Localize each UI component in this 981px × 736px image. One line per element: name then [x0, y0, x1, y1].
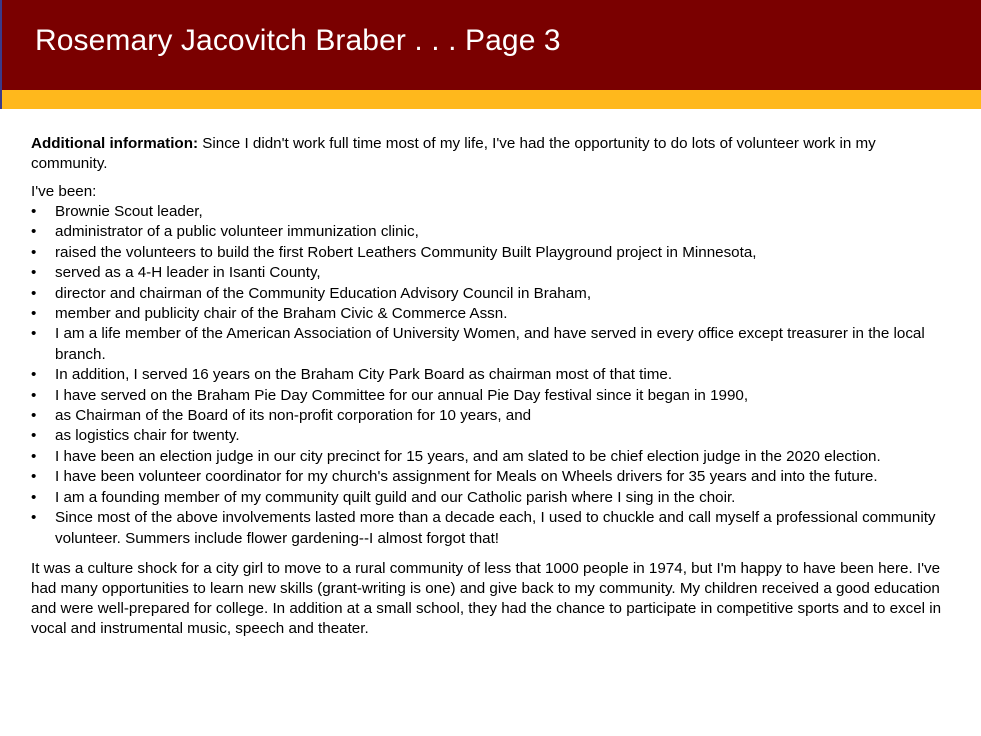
bullet-icon: • — [31, 243, 37, 261]
list-item-text: member and publicity chair of the Braham Civic & Commerce Assn. — [55, 305, 508, 323]
list-item-text: as logistics chair for twenty. — [55, 427, 240, 445]
list-item — [31, 263, 949, 283]
list-item-text: Brownie Scout leader, — [55, 203, 203, 220]
bullet-icon: • — [31, 284, 37, 302]
bullet-icon: • — [31, 264, 37, 282]
list-item — [31, 406, 949, 426]
list-item — [31, 386, 949, 406]
bullet-icon: • — [31, 325, 37, 343]
bullet-icon: • — [31, 509, 37, 527]
list-item — [31, 447, 949, 467]
list-item-text: as Chairman of the Board of its non-profit corporation for 10 years, and — [55, 407, 532, 425]
volunteer-list — [31, 202, 949, 549]
list-item — [31, 284, 949, 304]
closing-paragraph: It was a culture shock for a city girl to move to a rural community of less that 1000 people in 1974, but I'm happy to have been here. I've had many opportunities to learn new skills (grant-writing is one) and give back to my community. My children received a good education and were well-prepared for college. In addition at a small school, they had the chance to participate in competitive sports and to excel in vocal and instrumental music, speech and theater. — [31, 559, 942, 637]
bullet-icon: • — [31, 386, 37, 404]
list-item — [31, 324, 949, 365]
list-item — [31, 426, 949, 446]
list-item-text: I have been volunteer coordinator for my church's assignment for Meals on Wheels drivers for 35 years and into the future. — [55, 468, 878, 486]
intro-paragraph — [31, 134, 949, 174]
bullet-icon: • — [31, 447, 37, 465]
bullet-icon: • — [31, 366, 37, 384]
list-item — [31, 365, 949, 385]
accent-stripe — [0, 90, 981, 109]
list-item-text: director and chairman of the Community Education Advisory Council in Braham, — [55, 284, 592, 302]
list-item-text: raised the volunteers to build the first Robert Leathers Community Built Playground project in Minnesota, — [55, 243, 757, 261]
bullet-icon: • — [31, 223, 37, 241]
list-item — [31, 488, 949, 508]
intro-text: Since I didn't work full time most of my life, I've had the opportunity to do lots of volunteer work in my community. — [31, 135, 876, 172]
bullet-icon: • — [31, 488, 37, 506]
list-item-text: served as a 4-H leader in Isanti County, — [55, 264, 321, 282]
list-item — [31, 467, 949, 487]
page-title: Rosemary Jacovitch Braber . . . Page 3 — [35, 24, 561, 57]
list-item — [31, 508, 949, 549]
list-item — [31, 243, 949, 263]
list-item-text: I am a life member of the American Association of University Women, and have served in every office except treasurer in the local branch. — [55, 325, 925, 363]
list-item — [31, 202, 949, 222]
list-item-text: I am a founding member of my community quilt guild and our Catholic parish where I sing in the choir. — [55, 488, 736, 506]
list-item-text: administrator of a public volunteer immunization clinic, — [55, 223, 419, 241]
list-lead: I've been: — [31, 183, 97, 200]
list-item-text: In addition, I served 16 years on the Braham City Park Board as chairman most of that time. — [55, 366, 673, 384]
title-banner — [0, 0, 981, 90]
slide-body — [31, 134, 949, 639]
list-item — [31, 304, 949, 324]
list-item-text: Since most of the above involvements lasted more than a decade each, I used to chuckle and call myself a professional community volunteer. Summers include flower gardening--I almost forgot that! — [55, 509, 936, 547]
list-item-text: I have served on the Braham Pie Day Committee for our annual Pie Day festival since it began in 1990, — [55, 386, 749, 404]
list-item — [31, 222, 949, 242]
bullet-icon: • — [31, 468, 37, 486]
bullet-icon: • — [31, 407, 37, 425]
bullet-icon: • — [31, 427, 37, 445]
bullet-icon: • — [31, 203, 37, 220]
bullet-icon: • — [31, 305, 37, 323]
intro-label: Additional information: — [31, 135, 199, 152]
list-item-text: I have been an election judge in our city precinct for 15 years, and am slated to be chief election judge in the 2020 election. — [55, 447, 881, 465]
